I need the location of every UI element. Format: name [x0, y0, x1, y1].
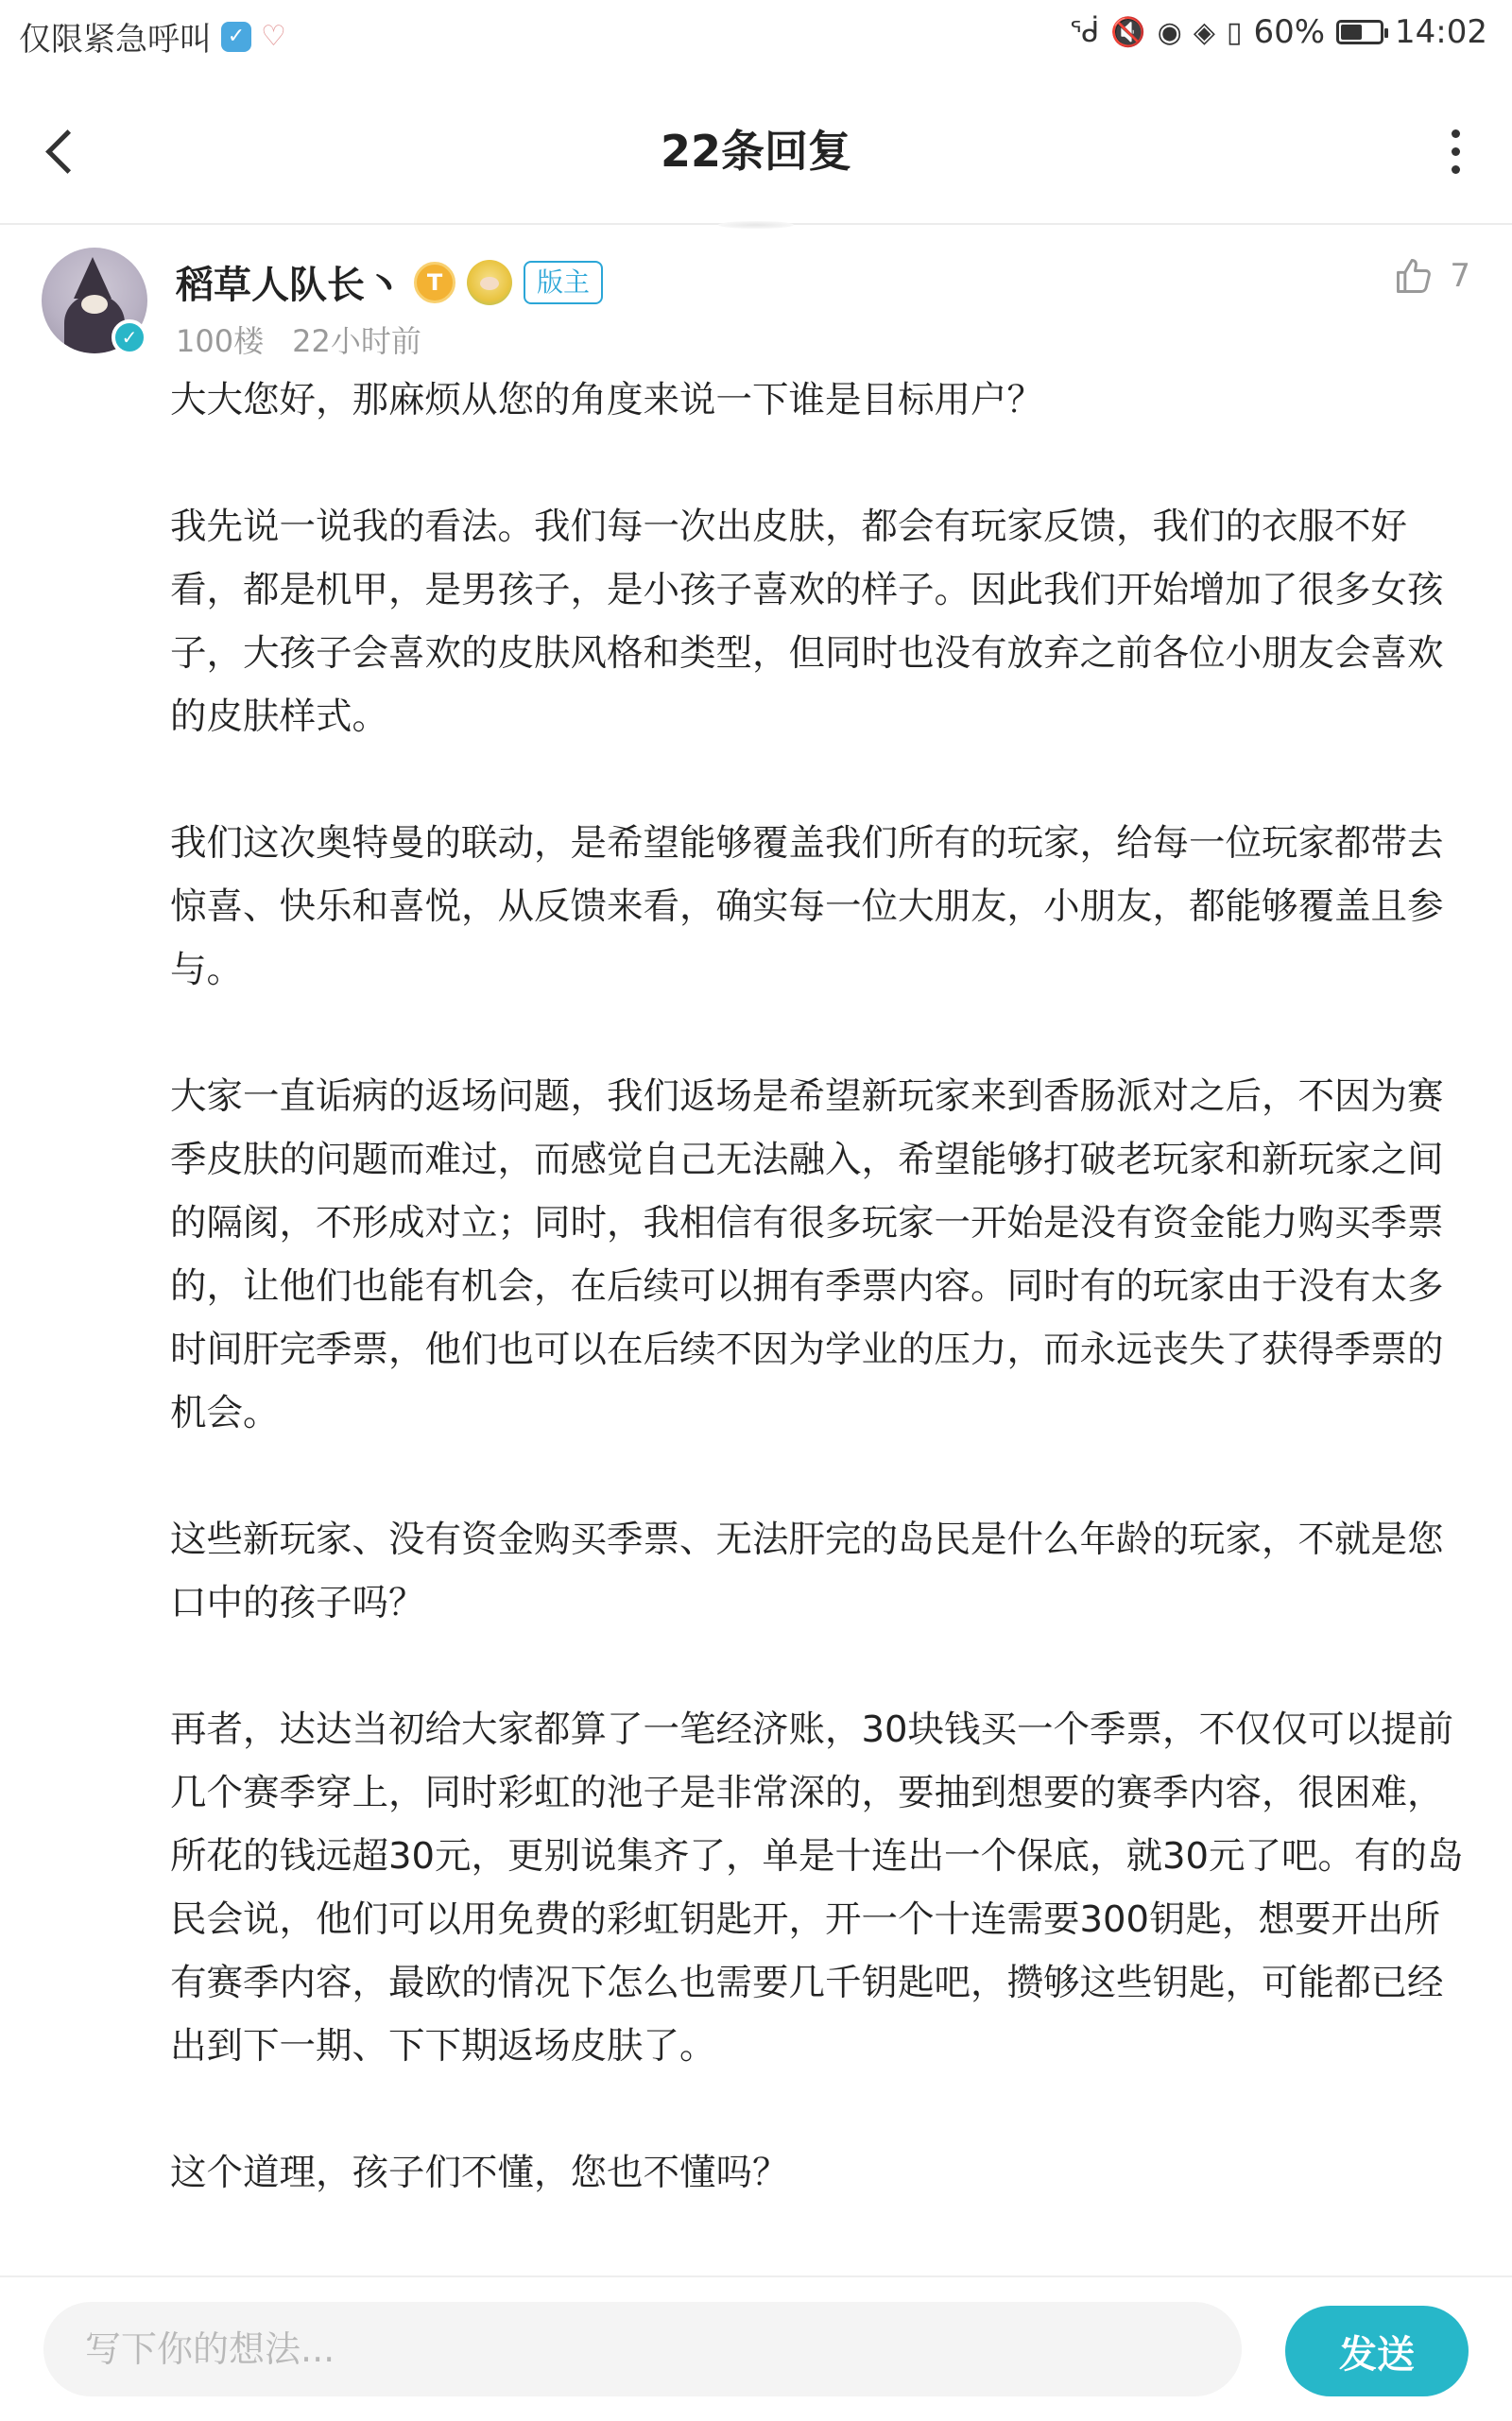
post-paragraph: 再者，达达当初给大家都算了一笔经济账，30块钱买一个季票，不仅仅可以提前几个赛季穿上，同时彩虹的池子是非常深的，要抽到想要的赛季内容，很困难，所花的钱远超30元，更别说集齐了，单是十连出一个保底，就30元了吧。有的岛民会说，他们可以用免费的彩虹钥匙开，开一个十连需要300钥匙，想要开出所有赛季内容，最欧的情况下怎么也需要几千钥匙吧，攒够这些钥匙，可能都已经出到下一期、下下期返场皮肤了。 — [170, 1708, 1464, 2068]
top-app-bar — [0, 76, 1512, 225]
character-badge-icon — [467, 260, 512, 305]
heart-icon: ♡ — [261, 20, 286, 53]
comment-input[interactable] — [43, 2302, 1242, 2396]
post-paragraph: 我们这次奥特曼的联动，是希望能够覆盖我们所有的玩家，给每一位玩家都带去惊喜、快乐和喜悦，从反馈来看，确实每一位大朋友，小朋友，都能够覆盖且参与。 — [170, 822, 1444, 991]
mute-icon: 🔇 — [1110, 15, 1146, 49]
vibrate-icon: ▯ — [1226, 15, 1243, 49]
post-meta — [176, 318, 421, 361]
more-vertical-icon — [1452, 129, 1460, 138]
send-button[interactable]: 发送 — [1285, 2306, 1469, 2396]
more-options-button[interactable] — [1427, 113, 1484, 189]
floor-number: 100楼 — [176, 323, 265, 359]
username[interactable]: 稻草人队长丶 — [176, 264, 403, 307]
divider-shadow — [718, 221, 794, 229]
user-info-row — [176, 255, 603, 309]
reply-composer — [0, 2275, 1512, 2421]
carrier-text: 仅限紧急呼叫 — [19, 21, 212, 59]
post-paragraph: 大大您好，那麻烦从您的角度来说一下谁是目标用户？ — [170, 379, 1044, 421]
post-paragraph: 这些新玩家、没有资金购买季票、无法肝完的岛民是什么年龄的玩家，不就是您口中的孩子吗？ — [170, 1519, 1444, 1624]
page-title: 22条回复 — [660, 126, 851, 177]
battery-percent: 60% — [1253, 13, 1326, 51]
like-count: 7 — [1450, 257, 1470, 295]
status-bar — [0, 0, 1512, 68]
battery-icon — [1336, 20, 1383, 44]
verified-icon: ✓ — [112, 319, 147, 355]
post-paragraph: 大家一直诟病的返场问题，我们返场是希望新玩家来到香肠派对之后，不因为赛季皮肤的问题而难过，而感觉自己无法融入，希望能够打破老玩家和新玩家之间的隔阂，不形成对立；同时，我相信有很多玩家一开始是没有资金能力购买季票的，让他们也能有机会，在后续可以拥有季票内容。同时有的玩家由于没有太多时间肝完季票，他们也可以在后续不因为学业的压力，而永远丧失了获得季票的机会。 — [170, 1075, 1444, 1434]
post-content — [170, 369, 1474, 2268]
post-paragraph: 这个道理，孩子们不懂，您也不懂吗？ — [170, 2152, 789, 2194]
thumbs-up-icon — [1393, 255, 1435, 297]
eye-icon: ◉ — [1157, 15, 1182, 49]
wifi-icon: ◈ — [1193, 15, 1215, 49]
post-paragraph: 我先说一说我的看法。我们每一次出皮肤，都会有玩家反馈，我们的衣服不好看，都是机甲，是男孩子，是小孩子喜欢的样子。因此我们开始增加了很多女孩子，大孩子会喜欢的皮肤风格和类型，但同时也没有放弃之前各位小朋友会喜欢的皮肤样式。 — [170, 506, 1444, 738]
bluetooth-icon: ᖂ — [1069, 15, 1100, 49]
post-time: 22小时前 — [292, 323, 421, 359]
role-badge: 版主 — [524, 261, 603, 304]
like-button[interactable] — [1393, 255, 1470, 297]
clock: 14:02 — [1395, 13, 1487, 51]
level-badge: T — [414, 262, 455, 303]
shield-icon: ✓ — [221, 22, 251, 52]
